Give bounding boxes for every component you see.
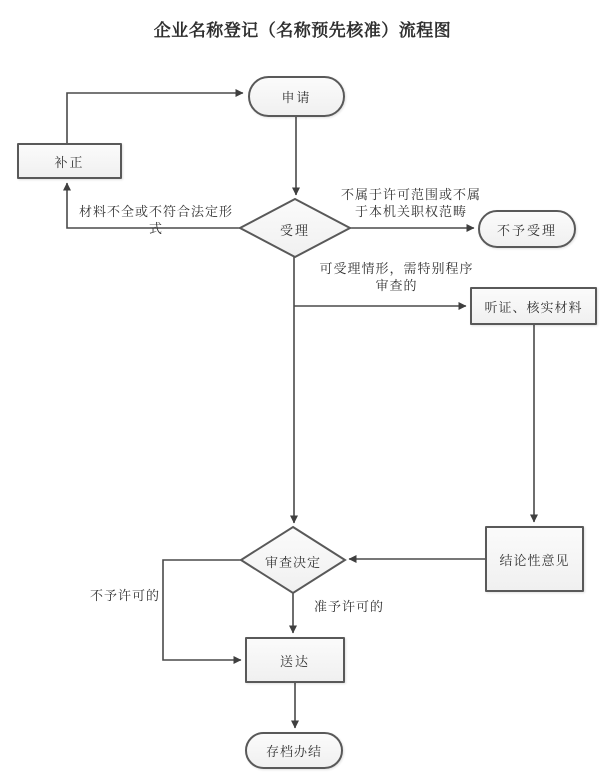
- process-node-correction: [17, 143, 122, 179]
- edge-label-permitted: 准予许可的: [313, 599, 384, 614]
- review-label: 审查决定: [264, 555, 321, 570]
- start-node-apply: [248, 76, 345, 117]
- process-node-hearing: [470, 287, 597, 325]
- apply-label: 申请: [281, 90, 312, 105]
- acceptance-label: 受理: [279, 223, 310, 238]
- delivery-label: 送达: [279, 653, 310, 669]
- end-node-rejection: [478, 210, 576, 248]
- correction-label: 补正: [54, 154, 85, 170]
- hearing-label: 听证、核实材料: [484, 299, 583, 315]
- conclusion-label: 结论性意见: [499, 552, 570, 568]
- edge-correction-to-apply: [67, 93, 243, 143]
- edge-label-out-of-scope: 不属于许可范围或不属于本机关职权范畴: [341, 187, 482, 219]
- end-node-archive: [245, 732, 343, 769]
- edge-review-notpermitted-to-delivery: [163, 560, 241, 660]
- rejection-label: 不予受理: [496, 222, 557, 238]
- edge-label-special-procedure: 可受理情形，需特别程序审查的: [319, 261, 474, 293]
- page-title: 企业名称登记（名称预先核准）流程图: [153, 21, 452, 40]
- process-node-conclusion: [485, 526, 584, 592]
- edge-label-incomplete: 材料不全或不符合法定形式: [78, 204, 233, 236]
- archive-label: 存档办结: [265, 744, 322, 759]
- process-node-delivery: [245, 637, 345, 683]
- edge-label-not-permitted: 不予许可的: [89, 588, 160, 603]
